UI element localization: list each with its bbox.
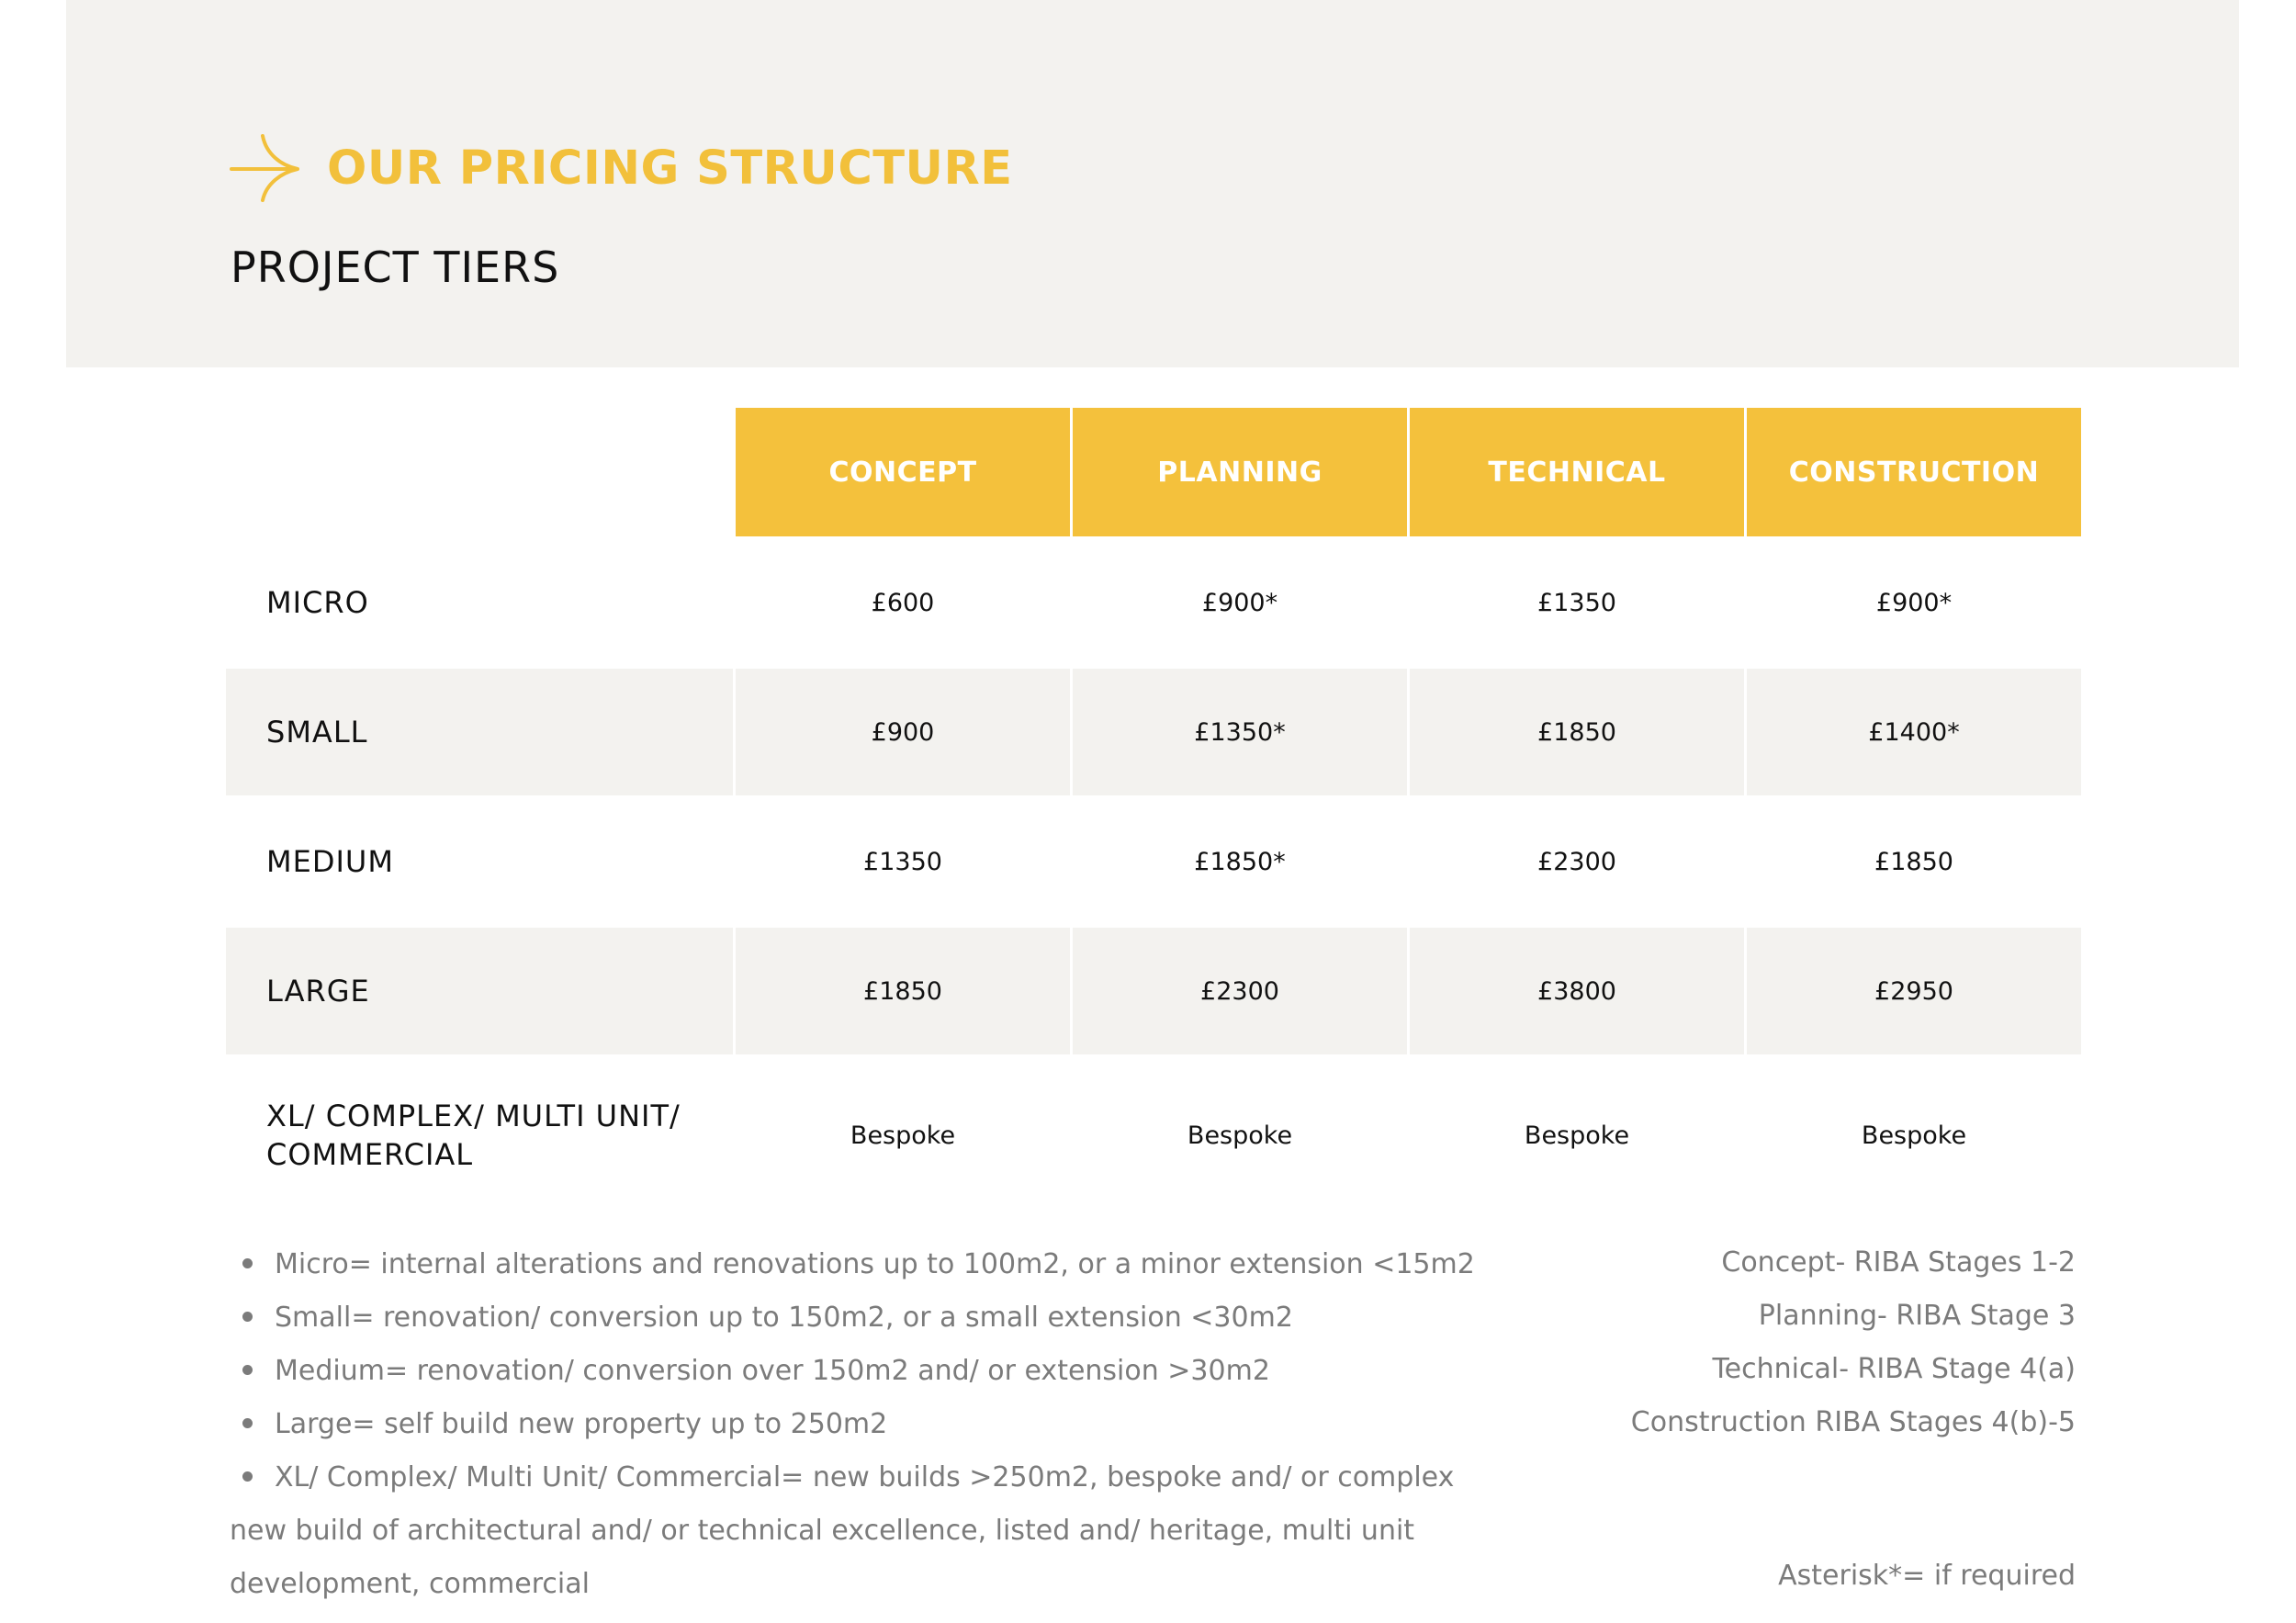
price-cell: £1350* bbox=[1073, 669, 1407, 795]
list-item: XL/ Complex/ Multi Unit/ Commercial= new builds >250m2, bespoke and/ or complex bbox=[230, 1451, 1515, 1505]
list-item: Small= renovation/ conversion up to 150m2, or a small extension <30m2 bbox=[230, 1291, 1515, 1345]
price-cell: Bespoke bbox=[1861, 1121, 1967, 1150]
price-cell: £600 bbox=[871, 588, 935, 617]
stage-construction: Construction RIBA Stages 4(b)-5 bbox=[1630, 1406, 2076, 1438]
price-cell: £1850* bbox=[1194, 847, 1286, 876]
price-cell: £1850 bbox=[1874, 847, 1953, 876]
price-cell: £900 bbox=[736, 669, 1070, 795]
price-cell: £1850 bbox=[1410, 669, 1744, 795]
column-header-concept: CONCEPT bbox=[736, 408, 1070, 536]
stage-planning: Planning- RIBA Stage 3 bbox=[1758, 1300, 2076, 1332]
bullet-icon bbox=[242, 1365, 253, 1375]
price-cell: £1400* bbox=[1747, 669, 2081, 795]
row-label-micro: MICRO bbox=[266, 585, 369, 620]
price-cell: £2300 bbox=[1537, 847, 1616, 876]
page-heading: OUR PRICING STRUCTURE bbox=[327, 141, 1013, 196]
list-item: Micro= internal alterations and renovations up to 100m2, or a minor extension <15m2 bbox=[230, 1238, 1515, 1291]
price-cell: Bespoke bbox=[1524, 1121, 1630, 1150]
list-item-continuation: new build of architectural and/ or technical excellence, listed and/ heritage, multi unit bbox=[230, 1515, 1415, 1547]
row-label-large: LARGE bbox=[226, 928, 733, 1054]
price-cell: £900* bbox=[1875, 588, 1953, 617]
price-cell: £1350 bbox=[1537, 588, 1616, 617]
stage-concept: Concept- RIBA Stages 1-2 bbox=[1721, 1246, 2076, 1279]
bullet-icon bbox=[242, 1418, 253, 1428]
column-header-technical: TECHNICAL bbox=[1410, 408, 1744, 536]
price-cell: £2300 bbox=[1073, 928, 1407, 1054]
row-label-xl: XL/ COMPLEX/ MULTI UNIT/ COMMERCIAL bbox=[266, 1099, 681, 1172]
bullet-icon bbox=[242, 1471, 253, 1482]
list-item-continuation: development, commercial bbox=[230, 1568, 590, 1600]
price-cell: Bespoke bbox=[1187, 1121, 1293, 1150]
row-label-small: SMALL bbox=[226, 669, 733, 795]
column-header-construction: CONSTRUCTION bbox=[1747, 408, 2081, 536]
price-cell: Bespoke bbox=[850, 1121, 956, 1150]
price-cell: £1850 bbox=[736, 928, 1070, 1054]
price-cell: £900* bbox=[1201, 588, 1278, 617]
stage-legend bbox=[1631, 1236, 2076, 1449]
row-label-medium: MEDIUM bbox=[266, 844, 394, 879]
stage-technical: Technical- RIBA Stage 4(a) bbox=[1712, 1353, 2076, 1385]
price-cell: £1350 bbox=[863, 847, 942, 876]
section-title: PROJECT TIERS bbox=[231, 242, 560, 292]
asterisk-footnote: Asterisk*= if required bbox=[1778, 1560, 2076, 1592]
arrow-right-icon bbox=[230, 134, 301, 202]
price-cell: £3800 bbox=[1410, 928, 1744, 1054]
price-cell: £2950 bbox=[1747, 928, 2081, 1054]
tier-definitions bbox=[230, 1238, 1515, 1611]
bullet-icon bbox=[242, 1258, 253, 1268]
list-item: Large= self build new property up to 250m2 bbox=[230, 1398, 1515, 1451]
bullet-icon bbox=[242, 1312, 253, 1322]
column-header-planning: PLANNING bbox=[1073, 408, 1407, 536]
list-item: Medium= renovation/ conversion over 150m2 and/ or extension >30m2 bbox=[230, 1345, 1515, 1398]
